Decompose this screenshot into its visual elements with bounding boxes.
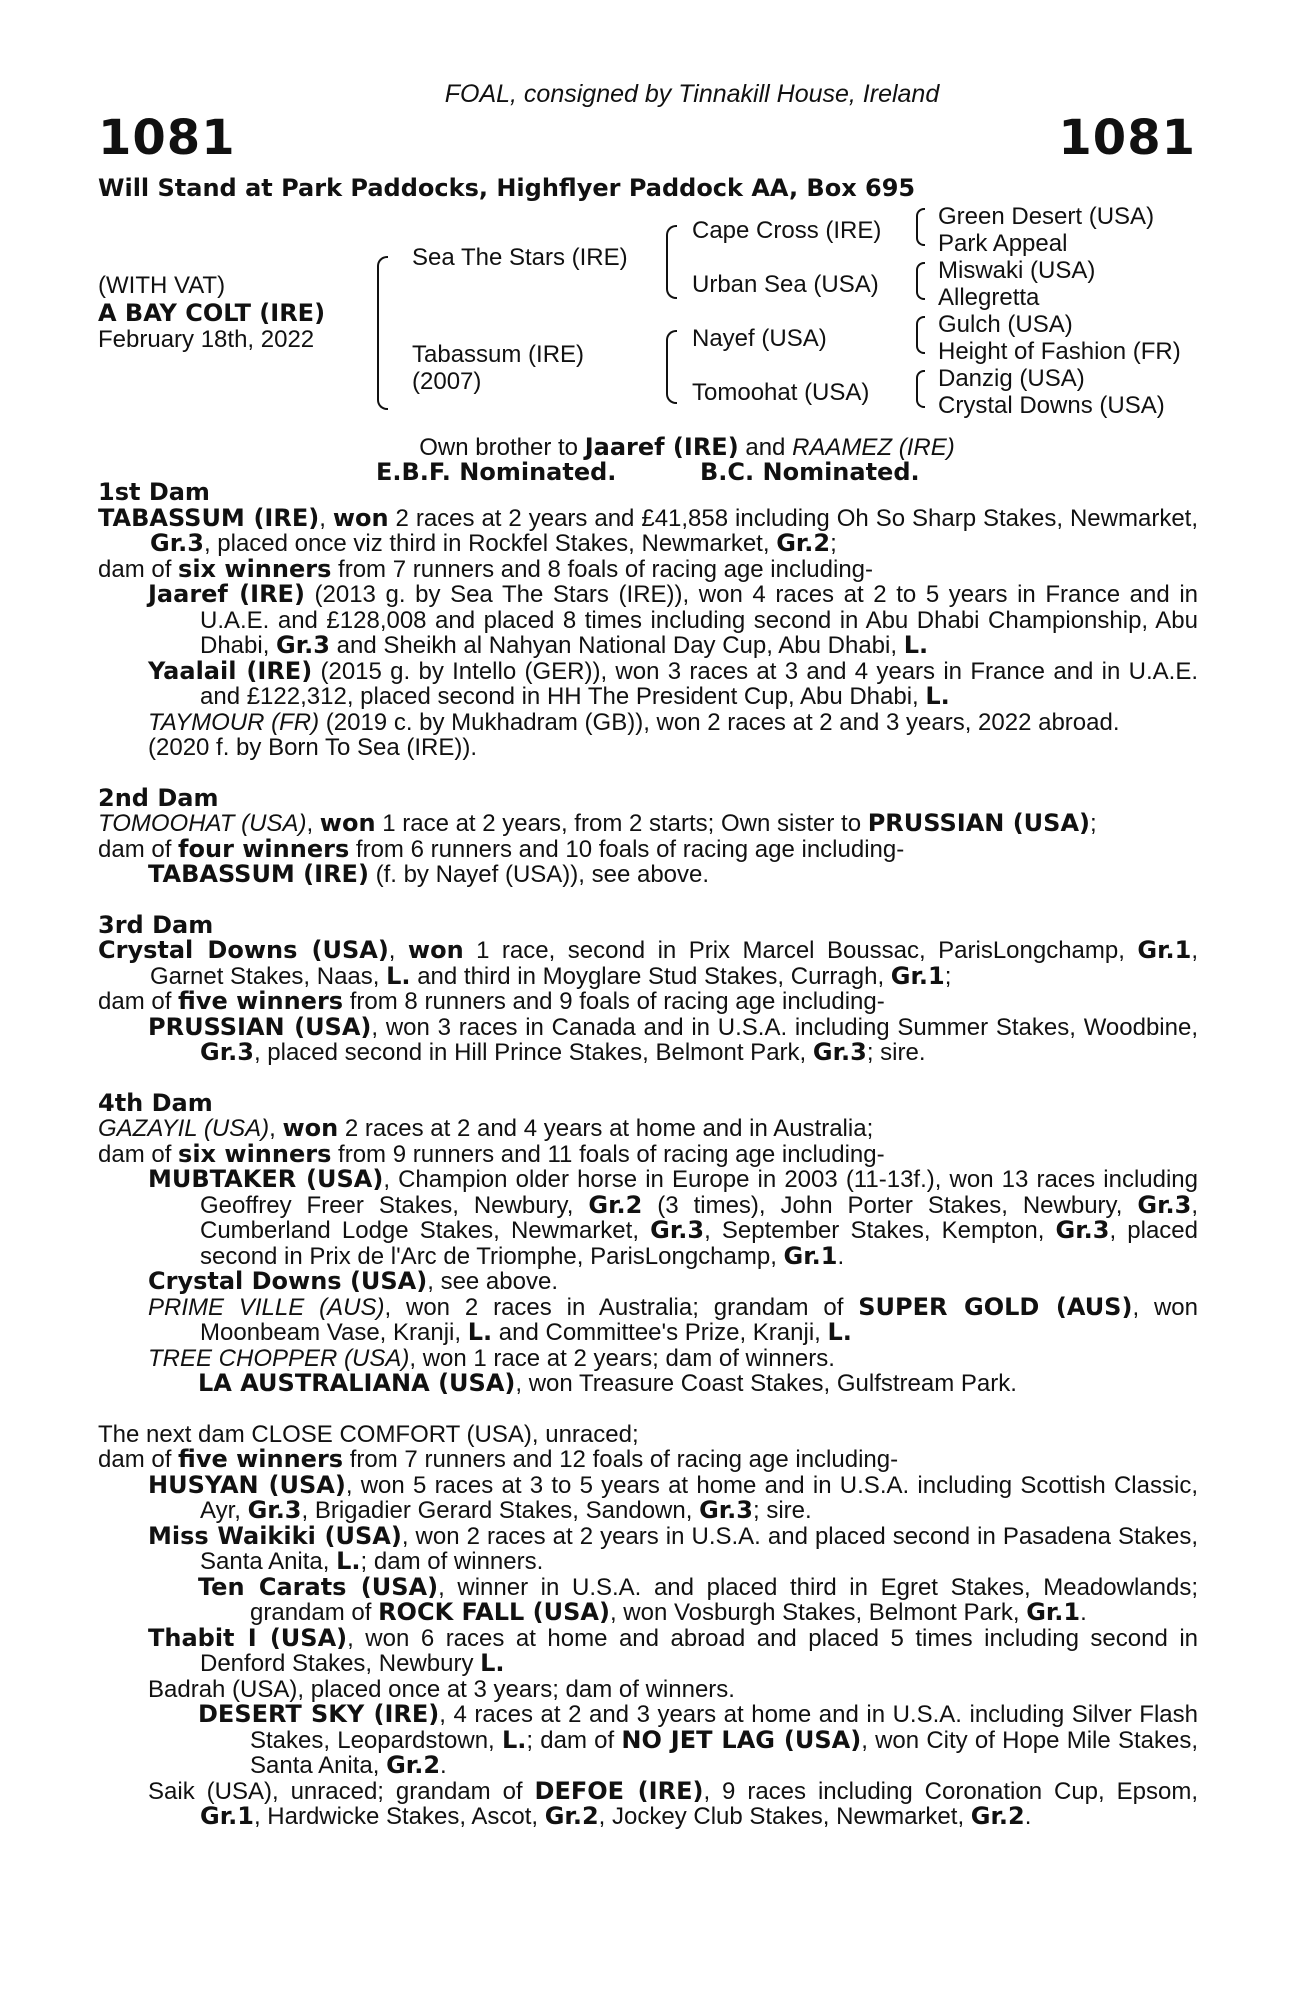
dam4-line-2 <box>98 1139 1198 1168</box>
text: , <box>319 504 333 532</box>
pedigree-dss: Gulch (USA) <box>938 311 1073 338</box>
horse-name: TOMOOHAT (USA) <box>98 810 307 837</box>
winners-count: six winners <box>178 1139 332 1168</box>
dam1-line-6: (2020 f. by Born To Sea (IRE)). <box>148 734 478 761</box>
dam4-line-5 <box>98 1292 1198 1346</box>
horse-name: Thabit I (USA) <box>148 1623 348 1652</box>
text: and Sheikh al Nahyan National Day Cup, Abu Dhabi, <box>329 632 904 659</box>
horse-name: Miss Waikiki (USA) <box>148 1521 402 1550</box>
text: 2 races at 2 and 4 years at home and in Australia; <box>338 1115 874 1142</box>
text: , Jockey Club Stakes, Newmarket, <box>598 1803 971 1830</box>
text: , won 5 races at 3 to 5 years at home and in U.S.A. including Scottish Classic, Ayr, <box>200 1471 1198 1524</box>
dam3-section <box>98 910 1199 1066</box>
listed: L. <box>336 1547 361 1575</box>
pedigree-ssd: Park Appeal <box>938 230 1068 257</box>
next-dam-line-1: The next dam CLOSE COMFORT (USA), unraced; <box>98 1420 639 1448</box>
dam2-heading: 2nd Dam <box>98 783 219 812</box>
pedigree-dam-year: (2007) <box>412 368 482 395</box>
text: , won Moonbeam Vase, Kranji, <box>200 1293 1198 1346</box>
horse-name: PRIME VILLE (AUS) <box>148 1293 385 1321</box>
text: , won 3 races in Canada and in U.S.A. including Summer Stakes, Woodbine, <box>371 1013 1199 1041</box>
horse-name: PRUSSIAN (USA) <box>148 1012 372 1041</box>
dam4-section <box>98 1088 1199 1397</box>
pedigree-sdd: Allegretta <box>938 284 1040 311</box>
grade: Gr.2 <box>776 529 831 557</box>
pedigree-ss: Cape Cross (IRE) <box>692 217 882 244</box>
pedigree-sd: Urban Sea (USA) <box>692 271 879 298</box>
grade: Gr.2 <box>588 1190 643 1219</box>
lot-number-right: 1081 <box>1058 110 1196 166</box>
dam1-line-3 <box>98 582 1198 659</box>
horse-name: Yaalail (IRE) <box>148 656 313 685</box>
dam4-heading: 4th Dam <box>98 1088 213 1117</box>
text: from 8 runners and 9 foals of racing age including- <box>343 988 885 1015</box>
dam2-line-3 <box>98 862 1198 888</box>
horse-name: HUSYAN (USA) <box>148 1470 346 1499</box>
pedigree-brace-dam <box>666 330 677 404</box>
horse-name: NO JET LAG (USA) <box>621 1725 862 1754</box>
text: dam of <box>98 1140 179 1168</box>
listed: L. <box>467 1318 493 1346</box>
text: , Champion older horse in Europe in 2003 (11-13f.), won 13 races including Geoffrey Freer Stakes, Newbury, <box>200 1166 1199 1219</box>
dam3-line-3 <box>98 1012 1199 1066</box>
listed: L. <box>903 631 929 659</box>
text: ; sire. <box>753 1497 812 1524</box>
next-dam-section <box>98 1422 1198 1830</box>
text: and Committee's Prize, Kranji, <box>492 1319 828 1346</box>
grade: Gr.2 <box>544 1802 599 1830</box>
text: (f. by Nayef (USA)), see above. <box>368 861 710 888</box>
text: 1 race, second in Prix Marcel Boussac, ParisLongchamp, <box>463 937 1138 964</box>
bc-nomination: B.C. Nominated. <box>700 458 920 486</box>
own-brother-and: and <box>738 434 793 461</box>
winners-count: five winners <box>178 987 344 1015</box>
text: from 6 runners and 10 foals of racing age including- <box>349 835 905 863</box>
dam3-line-1 <box>98 938 1198 989</box>
pedigree-brace-ds <box>916 316 925 354</box>
pedigree-dd: Tomoohat (USA) <box>692 379 870 406</box>
text: , September Stakes, Kempton, <box>704 1217 1056 1244</box>
text: , placed second in Prix de l'Arc de Triomphe, ParisLongchamp, <box>200 1217 1198 1270</box>
own-brother-prefix: Own brother to <box>419 434 585 461</box>
own-brother-horse-1: Jaaref (IRE) <box>584 433 739 461</box>
consignment-line: FOAL, consigned by Tinnakill House, Ireland <box>444 80 940 108</box>
text: , won 2 races in Australia; grandam of <box>384 1293 859 1321</box>
grade: Gr.1 <box>783 1241 838 1270</box>
text: . <box>837 1242 845 1270</box>
pedigree-brace-ss <box>916 208 925 246</box>
text: from 7 runners and 12 foals of racing age including- <box>343 1446 899 1473</box>
grade: Gr.1 <box>1137 936 1192 964</box>
won-label: won <box>332 503 389 532</box>
pedigree-sire: Sea The Stars (IRE) <box>412 244 628 271</box>
dam1-line-5 <box>98 710 1198 736</box>
ebf-nomination: E.B.F. Nominated. <box>376 458 617 486</box>
winners-count: five winners <box>178 1445 344 1473</box>
next-dam-line-7: Badrah (USA), placed once at 3 years; dam of winners. <box>148 1675 735 1703</box>
listed: L. <box>501 1725 527 1754</box>
text: (2013 g. by Sea The Stars (IRE)), won 4 races at 2 to 5 years in France and in U.A.E. and £128,008 and placed 8 times including second in Abu Dhabi Championship, Abu Dhabi, <box>200 581 1198 659</box>
listed: L. <box>925 682 950 710</box>
horse-name: Crystal Downs (USA) <box>148 1267 428 1295</box>
pedigree-brace-dd <box>916 370 925 408</box>
next-dam-line-4 <box>98 1521 1198 1575</box>
grade: Gr.3 <box>650 1216 705 1244</box>
text: from 9 runners and 11 foals of racing age including- <box>331 1140 885 1168</box>
text: dam of <box>98 1446 179 1473</box>
text: ; <box>830 530 837 557</box>
lot-name: A BAY COLT (IRE) <box>98 299 326 327</box>
text: , won Treasure Coast Stakes, Gulfstream Park. <box>515 1370 1017 1397</box>
horse-name: MUBTAKER (USA) <box>148 1165 384 1193</box>
grade: Gr.3 <box>1137 1190 1192 1219</box>
grade: Gr.3 <box>812 1038 867 1066</box>
pedigree-ds: Nayef (USA) <box>692 325 827 352</box>
horse-name: DESERT SKY (IRE) <box>198 1700 440 1728</box>
text: ; <box>944 962 952 990</box>
winners-count: six winners <box>178 554 332 583</box>
text: 1 race at 2 years, from 2 starts; Own sister to <box>375 810 868 837</box>
text: , <box>388 937 408 964</box>
listed: L. <box>480 1649 505 1677</box>
dam4-line-3 <box>98 1167 1198 1269</box>
dam4-line-6 <box>98 1346 1198 1372</box>
dam2-line-2 <box>98 834 1198 863</box>
text: , won Vosburgh Stakes, Belmont Park, <box>609 1599 1027 1626</box>
horse-name: LA AUSTRALIANA (USA) <box>198 1369 516 1397</box>
grade: Gr.3 <box>1055 1216 1110 1244</box>
text: , Brigadier Gerard Stakes, Sandown, <box>301 1497 700 1524</box>
listed: L. <box>386 961 411 990</box>
stand-location: Will Stand at Park Paddocks, Highflyer Paddock AA, Box 695 <box>98 174 916 202</box>
text: . <box>1080 1599 1087 1626</box>
text: dam of <box>98 835 179 863</box>
grade: Gr.1 <box>200 1802 254 1830</box>
dam1-line-1 <box>98 503 1199 557</box>
text: and third in Moyglare Stud Stakes, Curragh, <box>410 962 891 990</box>
own-brother-horse-2: RAAMEZ (IRE) <box>792 434 955 461</box>
text: , Hardwicke Stakes, Ascot, <box>253 1803 545 1830</box>
won-label: won <box>407 936 464 964</box>
horse-name: Ten Carats (USA) <box>198 1572 439 1601</box>
text: , Cumberland Lodge Stakes, Newmarket, <box>200 1191 1198 1244</box>
dam1-line-2 <box>98 554 1198 583</box>
listed: L. <box>827 1318 852 1346</box>
dam4-line-1 <box>98 1116 1198 1142</box>
horse-name: Crystal Downs (USA) <box>98 936 389 964</box>
pedigree-dds: Danzig (USA) <box>938 365 1085 392</box>
text: . <box>1024 1803 1032 1830</box>
dam1-section <box>98 480 1198 761</box>
text: 2 races at 2 years and £41,858 including Oh So Sharp Stakes, Newmarket, <box>388 504 1199 532</box>
own-brother-line <box>0 433 1314 462</box>
catalogue-body <box>98 480 1198 1830</box>
horse-name: TREE CHOPPER (USA) <box>148 1344 410 1372</box>
next-dam-line-3 <box>98 1470 1198 1524</box>
text: , see above. <box>427 1268 558 1295</box>
text: from 7 runners and 8 foals of racing age including- <box>331 555 874 583</box>
text: ; dam of winners. <box>360 1548 544 1575</box>
won-label: won <box>319 809 376 837</box>
text: (2019 c. by Mukhadram (GB)), won 2 races at 2 and 3 years, 2022 abroad. <box>319 708 1120 736</box>
text: , Garnet Stakes, Naas, <box>150 937 1198 990</box>
text: dam of <box>98 988 179 1015</box>
won-label: won <box>282 1114 339 1142</box>
pedigree-brace-sd <box>916 262 925 300</box>
text: , won 1 race at 2 years; dam of winners. <box>409 1344 835 1372</box>
horse-name: PRUSSIAN (USA) <box>867 809 1090 837</box>
pedigree-brace-gen1 <box>377 256 388 410</box>
horse-name: ROCK FALL (USA) <box>378 1598 610 1626</box>
pedigree-dam: Tabassum (IRE) <box>412 341 585 368</box>
grade: Gr.1 <box>1026 1598 1081 1626</box>
text: ; sire. <box>866 1039 926 1066</box>
text: Saik (USA), unraced; grandam of <box>148 1777 535 1805</box>
dam1-line-4 <box>98 656 1199 710</box>
pedigree-sss: Green Desert (USA) <box>938 203 1155 230</box>
horse-name: TABASSUM (IRE) <box>98 503 320 532</box>
foaling-date: February 18th, 2022 <box>98 326 315 353</box>
grade: Gr.2 <box>386 1751 441 1779</box>
grade: Gr.3 <box>150 529 204 557</box>
pedigree-sds: Miswaki (USA) <box>938 257 1096 284</box>
dam2-line-1 <box>98 811 1198 837</box>
text: dam of <box>98 555 179 583</box>
text: , won City of Hope Mile Stakes, Santa Anita, <box>250 1726 1198 1779</box>
next-dam-line-5 <box>98 1572 1199 1626</box>
grade: Gr.3 <box>200 1038 254 1066</box>
text: , placed second in Hill Prince Stakes, Belmont Park, <box>253 1039 813 1066</box>
text: , won 2 races at 2 years in U.S.A. and placed second in Pasadena Stakes, Santa Anita, <box>200 1522 1198 1575</box>
grade: Gr.3 <box>247 1496 302 1524</box>
dam4-line-7 <box>98 1371 1198 1397</box>
horse-name: Jaaref (IRE) <box>148 580 305 608</box>
text: , placed once viz third in Rockfel Stakes, Newmarket, <box>203 530 777 557</box>
grade: Gr.3 <box>699 1496 753 1524</box>
dam3-heading: 3rd Dam <box>98 910 214 939</box>
pedigree-dsd: Height of Fashion (FR) <box>938 338 1181 365</box>
text: , winner in U.S.A. and placed third in Egret Stakes, Meadowlands; grandam of <box>250 1573 1199 1626</box>
next-dam-line-8 <box>98 1702 1198 1779</box>
dam1-heading: 1st Dam <box>98 478 210 506</box>
grade: Gr.1 <box>890 961 945 990</box>
text: , 9 races including Coronation Cup, Epsom, <box>703 1777 1199 1805</box>
grade: Gr.2 <box>970 1802 1025 1830</box>
horse-name: SUPER GOLD (AUS) <box>858 1292 1133 1321</box>
next-dam-line-2 <box>98 1447 1198 1473</box>
lot-number-left: 1081 <box>98 110 236 166</box>
text: , <box>306 810 320 837</box>
next-dam-line-6 <box>98 1623 1198 1677</box>
dam3-line-2 <box>98 989 1198 1015</box>
grade: Gr.3 <box>276 631 330 659</box>
pedigree-brace-sire <box>666 225 677 299</box>
dam4-line-4 <box>98 1269 1198 1295</box>
text: ; dam of <box>526 1726 622 1754</box>
text: ; <box>1090 810 1097 837</box>
text: , won 6 races at home and abroad and placed 5 times including second in Denford Stakes, Newbury <box>200 1624 1198 1677</box>
dam2-section <box>98 783 1198 888</box>
horse-name: TABASSUM (IRE) <box>148 860 369 888</box>
text: , <box>269 1115 283 1142</box>
vat-label: (WITH VAT) <box>98 272 226 299</box>
text: , 4 races at 2 and 3 years at home and in U.S.A. including Silver Flash Stakes, Leopardstown, <box>250 1701 1198 1754</box>
horse-name: GAZAYIL (USA) <box>98 1115 270 1142</box>
text: . <box>440 1752 447 1779</box>
pedigree-ddd: Crystal Downs (USA) <box>938 392 1165 419</box>
horse-name: DEFOE (IRE) <box>534 1776 704 1805</box>
horse-name: TAYMOUR (FR) <box>148 708 320 736</box>
next-dam-line-9 <box>98 1776 1199 1830</box>
text: (3 times), John Porter Stakes, Newbury, <box>642 1191 1138 1219</box>
text: (2015 g. by Intello (GER)), won 3 races at 3 and 4 years in France and in U.A.E. and £122,312, placed second in HH The President Cup, Abu Dhabi, <box>200 657 1199 710</box>
winners-count: four winners <box>178 834 350 863</box>
